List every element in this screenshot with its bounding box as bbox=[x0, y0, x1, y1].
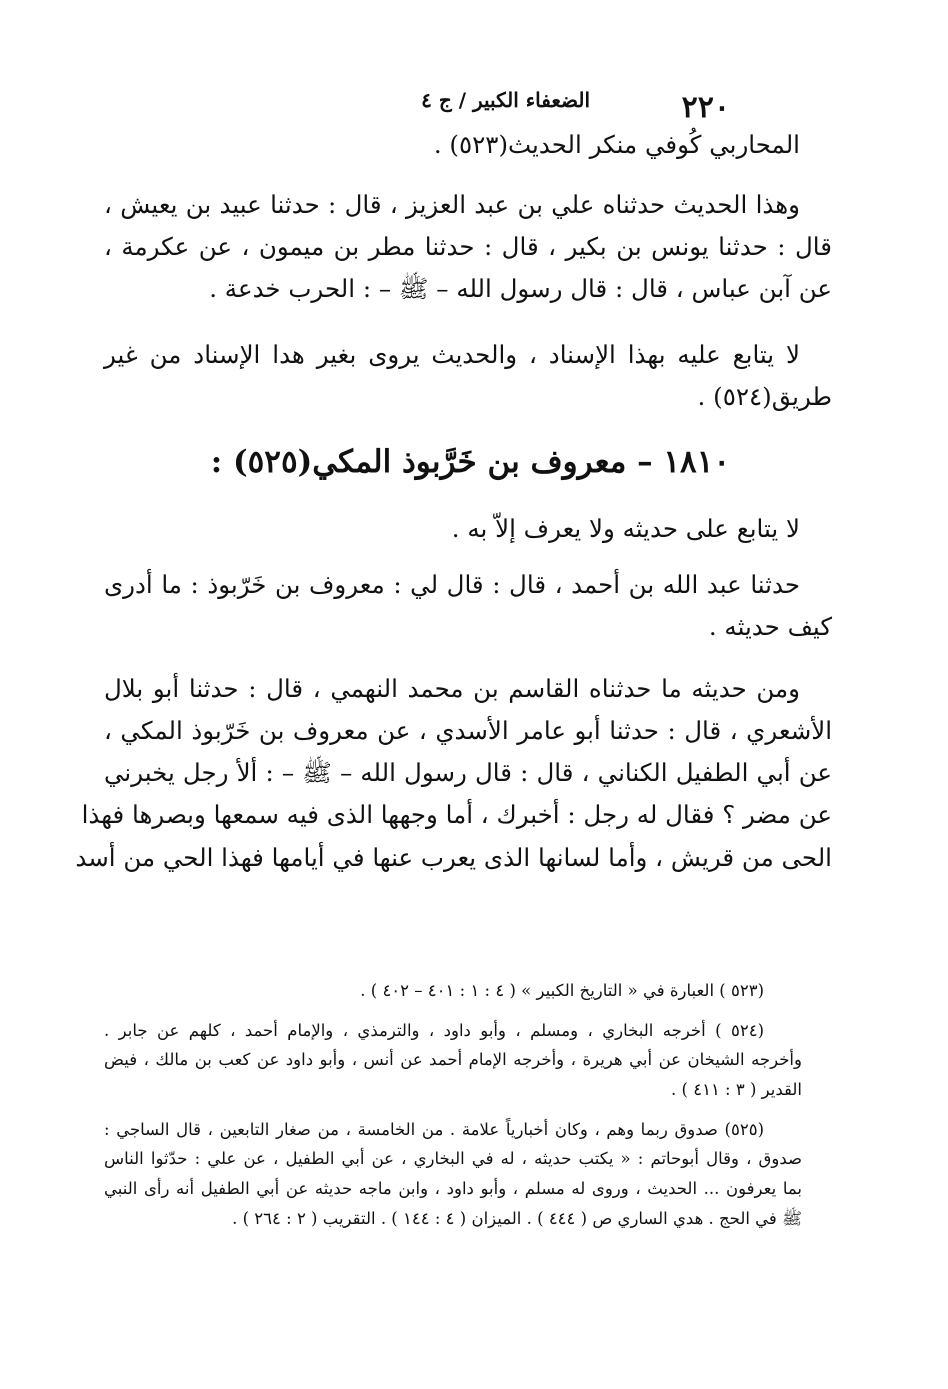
paragraph-1 bbox=[104, 184, 832, 310]
footnote-524-line-1: (٥٢٤ ) أخرجه البخاري ، ومسلم ، وأبو داود ، والترمذي ، والإمام أحمد ، كلهم عن جابر . bbox=[104, 1020, 764, 1040]
paragraph-5-line-3: عن أبي الطفيل الكناني ، قال : قال رسول الله – ﷺ – : ألأ رجل يخبرني bbox=[104, 758, 832, 788]
footnote-525-line-1: (٥٢٥) صدوق ربما وهم ، وكان أخبارياً علامة . من الخامسة ، من صغار التابعين ، قال الساجي : bbox=[104, 1119, 764, 1139]
footnote-524-line-3: القدير ( ٣ : ٤١١ ) . bbox=[671, 1080, 802, 1100]
paragraph-2-line-1: لا يتابع عليه بهذا الإسناد ، والحديث يروى بغير هدا الإسناد من غير bbox=[104, 340, 800, 369]
opening-line: المحاربي كُوفي منكر الحديث(٥٢٣) . bbox=[433, 130, 800, 159]
paragraph-1-line-1: وهذا الحديث حدثناه علي بن عبد العزيز ، قال : حدثنا عبيد بن يعيش ، bbox=[104, 190, 800, 219]
footnote-525-line-4: ﷺ في الحج . هدي الساري ص ( ٤٤٤ ) . الميزان ( ٤ : ١٤٤ ) . التقريب ( ٢ : ٢٦٤ ) . bbox=[232, 1208, 802, 1228]
paragraph-1-line-2: قال : حدثنا يونس بن بكير ، قال : حدثنا مطر بن ميمون ، عن عكرمة ، bbox=[104, 232, 832, 262]
footnote-524 bbox=[104, 1016, 802, 1105]
paragraph-5-line-2: الأشعري ، قال : حدثنا أبو عامر الأسدي ، عن معروف بن خَرّبوذ المكي ، bbox=[104, 716, 832, 746]
paragraph-1-line-3: عن آبن عباس ، قال : قال رسول الله – ﷺ – : الحرب خدعة . bbox=[209, 274, 832, 304]
paragraph-5-line-4: عن مضر ؟ فقال له رجل : أخبرك ، أما وجهها الذى فيه سمعها وبصرها فهذا bbox=[81, 800, 832, 830]
footnote-525-line-3: بما يعرفون ... الحديث ، وروى له مسلم ، وأبو داود ، وابن ماجه حديثه عن أبي الطفيل أنه رأى النبي bbox=[104, 1179, 802, 1199]
paragraph-5-line-5: الحى من قريش ، وأما لسانها الذى يعرب عنها في أيامها فهذا الحي من أسد bbox=[75, 842, 832, 872]
paragraph-2 bbox=[104, 334, 832, 418]
page-number: ٢٢٠ bbox=[681, 90, 730, 125]
header-title: الضعفاء الكبير / ج ٤ bbox=[421, 88, 590, 112]
paragraph-5-line-1: ومن حديثه ما حدثناه القاسم بن محمد النهمي ، قال : حدثنا أبو بلال bbox=[104, 674, 800, 703]
paragraph-4 bbox=[104, 564, 832, 648]
paragraph-3 bbox=[300, 508, 800, 550]
paragraph-4-line-2: كيف حديثه . bbox=[708, 612, 832, 642]
paragraph-4-line-1: حدثنا عبد الله بن أحمد ، قال : قال لي : معروف بن خَرّبوذ : ما أدرى bbox=[104, 570, 800, 599]
footnote-524-line-2: وأخرجه الشيخان عن أبي هريرة ، وأخرجه الإمام أحمد عن أنس ، وأبو داود عن كعب بن مالك ، فيض bbox=[104, 1050, 802, 1070]
paragraph-5 bbox=[75, 668, 832, 879]
entry-heading: ١٨١٠ – معروف بن خَرَّبوذ المكي(٥٢٥) : bbox=[210, 444, 730, 480]
running-header bbox=[100, 82, 848, 125]
paragraph-2-line-2: طريق(٥٢٤) . bbox=[697, 382, 832, 412]
footnote-523-line-1: (٥٢٣ ) العبارة في « التاريخ الكبير » ( ٤ : ١ : ٤٠١ – ٤٠٢ ) . bbox=[360, 981, 764, 1000]
footnote-525-line-2: صدوق ، وقال أبوحاتم : « يكتب حديثه ، له في البخاري ، عن أبي الطفيل ، عن علي : حدّثوا الناس bbox=[104, 1149, 802, 1169]
footnote-525 bbox=[104, 1115, 802, 1234]
footnote-523 bbox=[104, 976, 802, 1006]
opening-line-block bbox=[106, 124, 800, 166]
paragraph-3-line-1: لا يتابع على حديثه ولا يعرف إلاّ به . bbox=[451, 514, 800, 543]
footnotes bbox=[104, 976, 802, 1244]
